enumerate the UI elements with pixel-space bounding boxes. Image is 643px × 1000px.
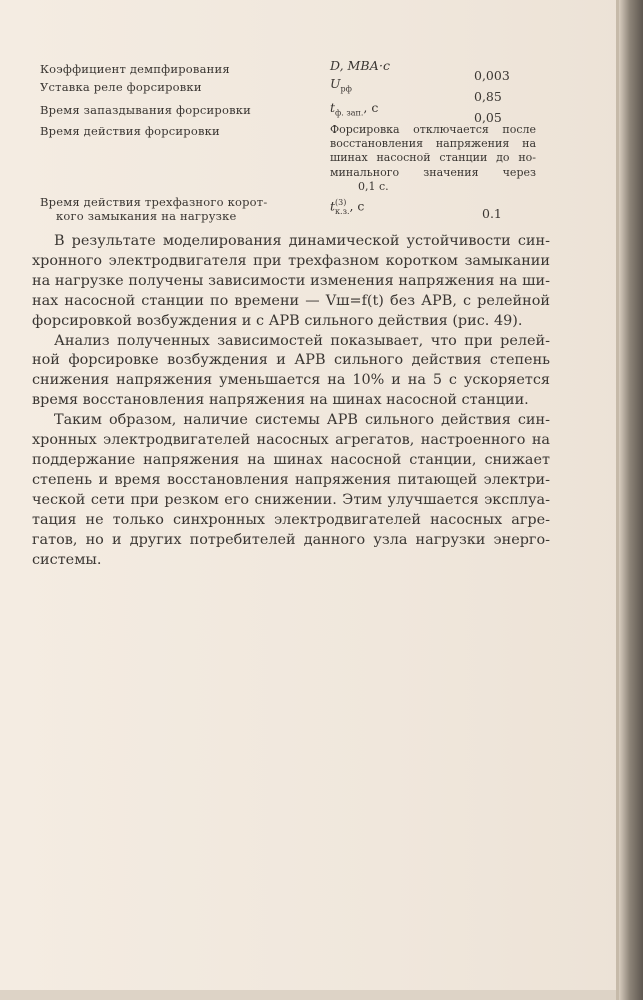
param-value-short-circuit: 0.1 bbox=[482, 206, 502, 221]
param-value-damping: 0,003 bbox=[474, 68, 510, 83]
book-binding-shadow bbox=[619, 0, 643, 1000]
param-symbol-short-circuit: t (3) к.з. , с bbox=[330, 198, 365, 216]
param-value-relay-setting: 0,85 bbox=[474, 89, 502, 104]
param-description-forcing-duration-end: 0,1 с. bbox=[358, 180, 389, 193]
param-label-relay-setting: Уставка реле форсировки bbox=[40, 80, 202, 94]
scan-bottom-edge bbox=[0, 990, 643, 1000]
param-symbol-forcing-delay: $t_{ф. зап.}$, с bbox=[330, 100, 379, 118]
param-label-forcing-duration: Время действия форсировки bbox=[40, 124, 220, 138]
param-label-short-circuit-line2: кого замыкания на нагрузке bbox=[56, 209, 237, 223]
param-description-forcing-duration: Форсировка отключается после восстановления напряжения на шинах насосной станции до но- минального значения через bbox=[330, 123, 536, 179]
param-label-short-circuit-line1: Время действия трехфазного корот- bbox=[40, 195, 268, 209]
paragraph: Таким образом, наличие системы АРВ сильного действия синхронных электродвигателей насосных агрегатов, настроенного на поддержание напряжения на шинах насосной станции, снижает степень и время восстановления напряжения питающей электрической сети при резком его снижении. Этим улучшается эксплуатация не только синхронных электродвигателей насосных агрегатов, но и других потребителей данного узла нагрузки энергосистемы. bbox=[32, 412, 550, 568]
param-symbol-relay-setting: $U_{рф}$ bbox=[330, 76, 352, 94]
param-symbol-damping: D, МВА·с bbox=[330, 58, 390, 73]
param-label-forcing-delay: Время запаздывания форсировки bbox=[40, 103, 252, 117]
parameters-table bbox=[0, 0, 643, 230]
body-text bbox=[32, 232, 550, 570]
paragraph: Анализ полученных зависимостей показывает, что при релейной форсировке возбуждения и АРВ сильного действия степень снижения напряжения уменьшается на 10% и на 5 с ускоряется время восстановления напряжения на шинах насосной станции. bbox=[32, 332, 550, 409]
paragraph: В результате моделирования динамической устойчивости синхронного электродвигателя при трехфазном коротком замыкании на нагрузке получены зависимости изменения напряжения на шинах насосной станции по времени — Vш=f(t) без АРВ, с релейной форсировкой возбуждения и с АРВ сильного действия (рис. 49). bbox=[32, 233, 550, 329]
param-value-forcing-delay: 0,05 bbox=[474, 110, 502, 125]
param-label-damping: Коэффициент демпфирования bbox=[40, 62, 230, 76]
